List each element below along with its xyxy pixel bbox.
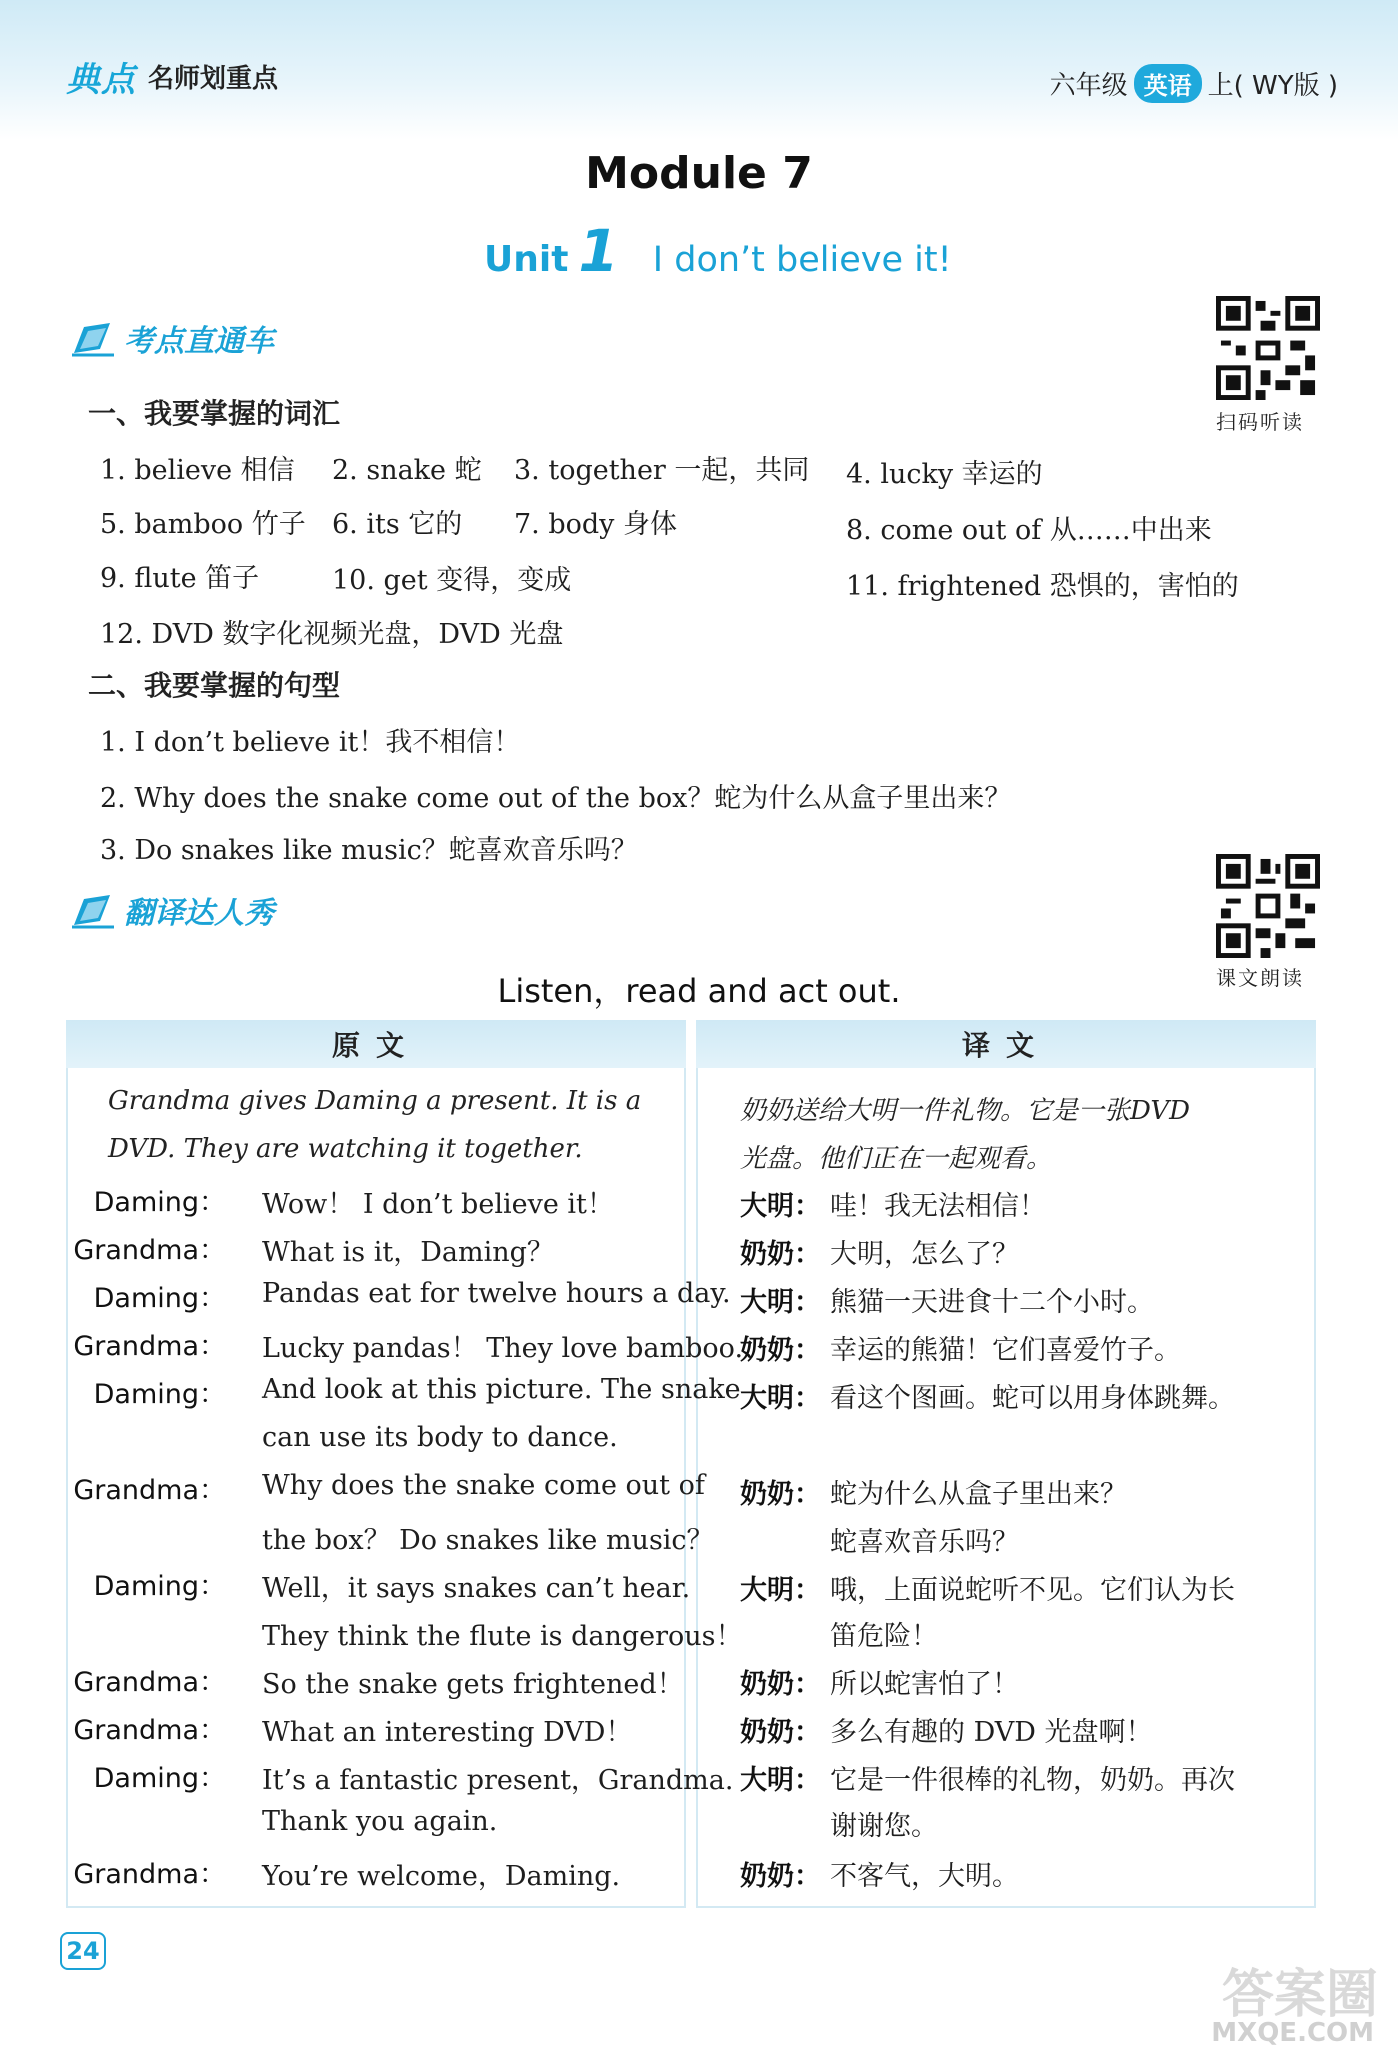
- intro-line: Grandma gives Daming a present. It is a: [108, 1086, 642, 1116]
- dialogue-speaker-cn: 大明：: [740, 1191, 821, 1222]
- dialogue-speaker: Daming：: [93, 1379, 226, 1410]
- dialogue-speaker: Daming：: [93, 1571, 226, 1602]
- vocab-item: 3. together 一起，共同: [514, 455, 810, 486]
- dialogue-line: Well，it says snakes can’t hear.: [262, 1573, 691, 1604]
- vocab-item: 11. frightened 恐惧的，害怕的: [846, 571, 1239, 602]
- grade-suffix: 上( WY版 ): [1207, 71, 1338, 101]
- page-number: 24: [60, 1932, 106, 1970]
- dialogue-speaker-cn: 奶奶：: [740, 1479, 821, 1510]
- dialogue-table: [66, 1020, 1316, 1910]
- unit-number: 1: [578, 217, 619, 285]
- brand: [66, 52, 278, 101]
- section-head-translation: [70, 888, 274, 932]
- dialogue-line: What is it，Daming？: [262, 1237, 554, 1268]
- dialogue-line: Lucky pandas！ They love bamboo.: [262, 1333, 744, 1364]
- dialogue-line-cn: 所以蛇害怕了！: [830, 1669, 1019, 1700]
- vocab-item: 8. come out of 从……中出来: [846, 515, 1212, 546]
- dialogue-line-cn: 熊猫一天进食十二个小时。: [830, 1287, 1154, 1318]
- subject-badge: 英语: [1134, 64, 1202, 103]
- intro-line-cn: 奶奶送给大明一件礼物。它是一张DVD: [740, 1096, 1191, 1126]
- dialogue-speaker: Grandma：: [73, 1667, 226, 1698]
- dialogue-speaker-cn: 奶奶：: [740, 1239, 821, 1270]
- vocab-item: 10. get 变得，变成: [332, 565, 572, 596]
- pen-icon: [70, 319, 116, 357]
- vocab-item: 5. bamboo 竹子: [100, 509, 306, 540]
- sentence-item: 1. I don’t believe it！我不相信！: [100, 727, 521, 758]
- col-header-translation: 译文: [696, 1020, 1316, 1068]
- dialogue-speaker: Grandma：: [73, 1475, 226, 1506]
- dialogue-line: Pandas eat for twelve hours a day.: [262, 1278, 731, 1309]
- vocab-item: 2. snake 蛇: [332, 455, 482, 486]
- sentence-item: 3. Do snakes like music？蛇喜欢音乐吗？: [100, 835, 638, 866]
- dialogue-line-cn: 笛危险！: [830, 1621, 938, 1652]
- dialogue-speaker-cn: 大明：: [740, 1383, 821, 1414]
- dialogue-speaker-cn: 大明：: [740, 1765, 821, 1796]
- dialogue-line: They think the flute is dangerous！: [262, 1621, 743, 1652]
- pen-icon: [70, 891, 116, 929]
- intro-line: DVD. They are watching it together.: [108, 1134, 583, 1164]
- dialogue-line-cn: 哇！我无法相信！: [830, 1191, 1046, 1222]
- unit-heading: [484, 217, 952, 285]
- dialogue-line: What an interesting DVD！: [262, 1717, 633, 1748]
- module-title: Module 7: [585, 148, 813, 199]
- dialogue-line-cn: 不客气，大明。: [830, 1861, 1019, 1892]
- vocab-item: 12. DVD 数字化视频光盘，DVD 光盘: [100, 619, 564, 650]
- dialogue-line-cn: 蛇为什么从盒子里出来？: [830, 1479, 1127, 1510]
- watermark-url: MXQE.COM: [1211, 2018, 1374, 2048]
- vocab-item: 7. body 身体: [514, 509, 678, 540]
- sentence-heading: 二、我要掌握的句型: [88, 669, 341, 702]
- dialogue-line: And look at this picture. The snake: [262, 1374, 741, 1405]
- dialogue-speaker-cn: 大明：: [740, 1575, 821, 1606]
- dialogue-line-cn: 大明，怎么了？: [830, 1239, 1019, 1270]
- watermark: 答案圈: [1221, 1965, 1378, 2025]
- dialogue-line: So the snake gets frightened！: [262, 1669, 684, 1700]
- col-header-original: 原文: [66, 1020, 686, 1068]
- brand-text: 名师划重点: [148, 64, 279, 94]
- qr-label-listen: 扫码听读: [1216, 410, 1304, 434]
- vocab-item: 4. lucky 幸运的: [846, 459, 1043, 490]
- vocab-item: 6. its 它的: [332, 509, 463, 540]
- listen-title: Listen，read and act out.: [497, 972, 901, 1010]
- intro-line-cn: 光盘。他们正在一起观看。: [740, 1144, 1053, 1174]
- dialogue-line: Why does the snake come out of: [262, 1470, 705, 1501]
- dialogue-line: the box？ Do snakes like music？: [262, 1525, 714, 1556]
- qr-label-reading: 课文朗读: [1216, 966, 1304, 990]
- dialogue-speaker-cn: 奶奶：: [740, 1335, 821, 1366]
- vocab-item: 9. flute 笛子: [100, 563, 260, 594]
- dialogue-speaker-cn: 大明：: [740, 1287, 821, 1318]
- dialogue-line-cn: 多么有趣的 DVD 光盘啊！: [830, 1717, 1153, 1748]
- brand-logo: 典点: [66, 60, 136, 100]
- dialogue-speaker: Daming：: [93, 1763, 226, 1794]
- dialogue-line: Thank you again.: [262, 1806, 498, 1837]
- vocab-item: 1. believe 相信: [100, 455, 295, 486]
- dialogue-speaker-cn: 奶奶：: [740, 1861, 821, 1892]
- dialogue-line: Wow！ I don’t believe it！: [262, 1189, 614, 1220]
- dialogue-speaker-cn: 奶奶：: [740, 1717, 821, 1748]
- grade-info: [1050, 64, 1338, 103]
- dialogue-speaker: Grandma：: [73, 1715, 226, 1746]
- dialogue-line-cn: 哦，上面说蛇听不见。它们认为长: [830, 1575, 1235, 1606]
- dialogue-line-cn: 谢谢您。: [830, 1811, 938, 1842]
- unit-title: I don’t believe it!: [652, 240, 952, 280]
- dialogue-speaker: Daming：: [93, 1283, 226, 1314]
- dialogue-line-cn: 它是一件很棒的礼物，奶奶。再次: [830, 1765, 1235, 1796]
- dialogue-speaker: Grandma：: [73, 1235, 226, 1266]
- dialogue-speaker-cn: 奶奶：: [740, 1669, 821, 1700]
- dialogue-speaker: Daming：: [93, 1187, 226, 1218]
- dialogue-speaker: Grandma：: [73, 1859, 226, 1890]
- grade-prefix: 六年级: [1049, 71, 1128, 101]
- section-title: 翻译达人秀: [124, 896, 274, 931]
- dialogue-line: It’s a fantastic present，Grandma.: [262, 1765, 734, 1796]
- dialogue-line-cn: 幸运的熊猫！它们喜爱竹子。: [830, 1335, 1181, 1366]
- vocab-heading: 一、我要掌握的词汇: [88, 397, 341, 430]
- dialogue-speaker: Grandma：: [73, 1331, 226, 1362]
- qr-code-listen[interactable]: [1216, 296, 1320, 400]
- sentence-item: 2. Why does the snake come out of the box？蛇为什么从盒子里出来？: [100, 783, 1012, 814]
- section-title: 考点直通车: [124, 324, 274, 359]
- section-head-exam-points: [70, 316, 274, 360]
- dialogue-line: can use its body to dance.: [262, 1422, 618, 1453]
- unit-label: Unit: [484, 239, 569, 280]
- dialogue-line: You’re welcome，Daming.: [262, 1861, 621, 1892]
- dialogue-line-cn: 蛇喜欢音乐吗？: [830, 1527, 1019, 1558]
- dialogue-line-cn: 看这个图画。蛇可以用身体跳舞。: [830, 1383, 1235, 1414]
- qr-code-reading[interactable]: [1216, 854, 1320, 958]
